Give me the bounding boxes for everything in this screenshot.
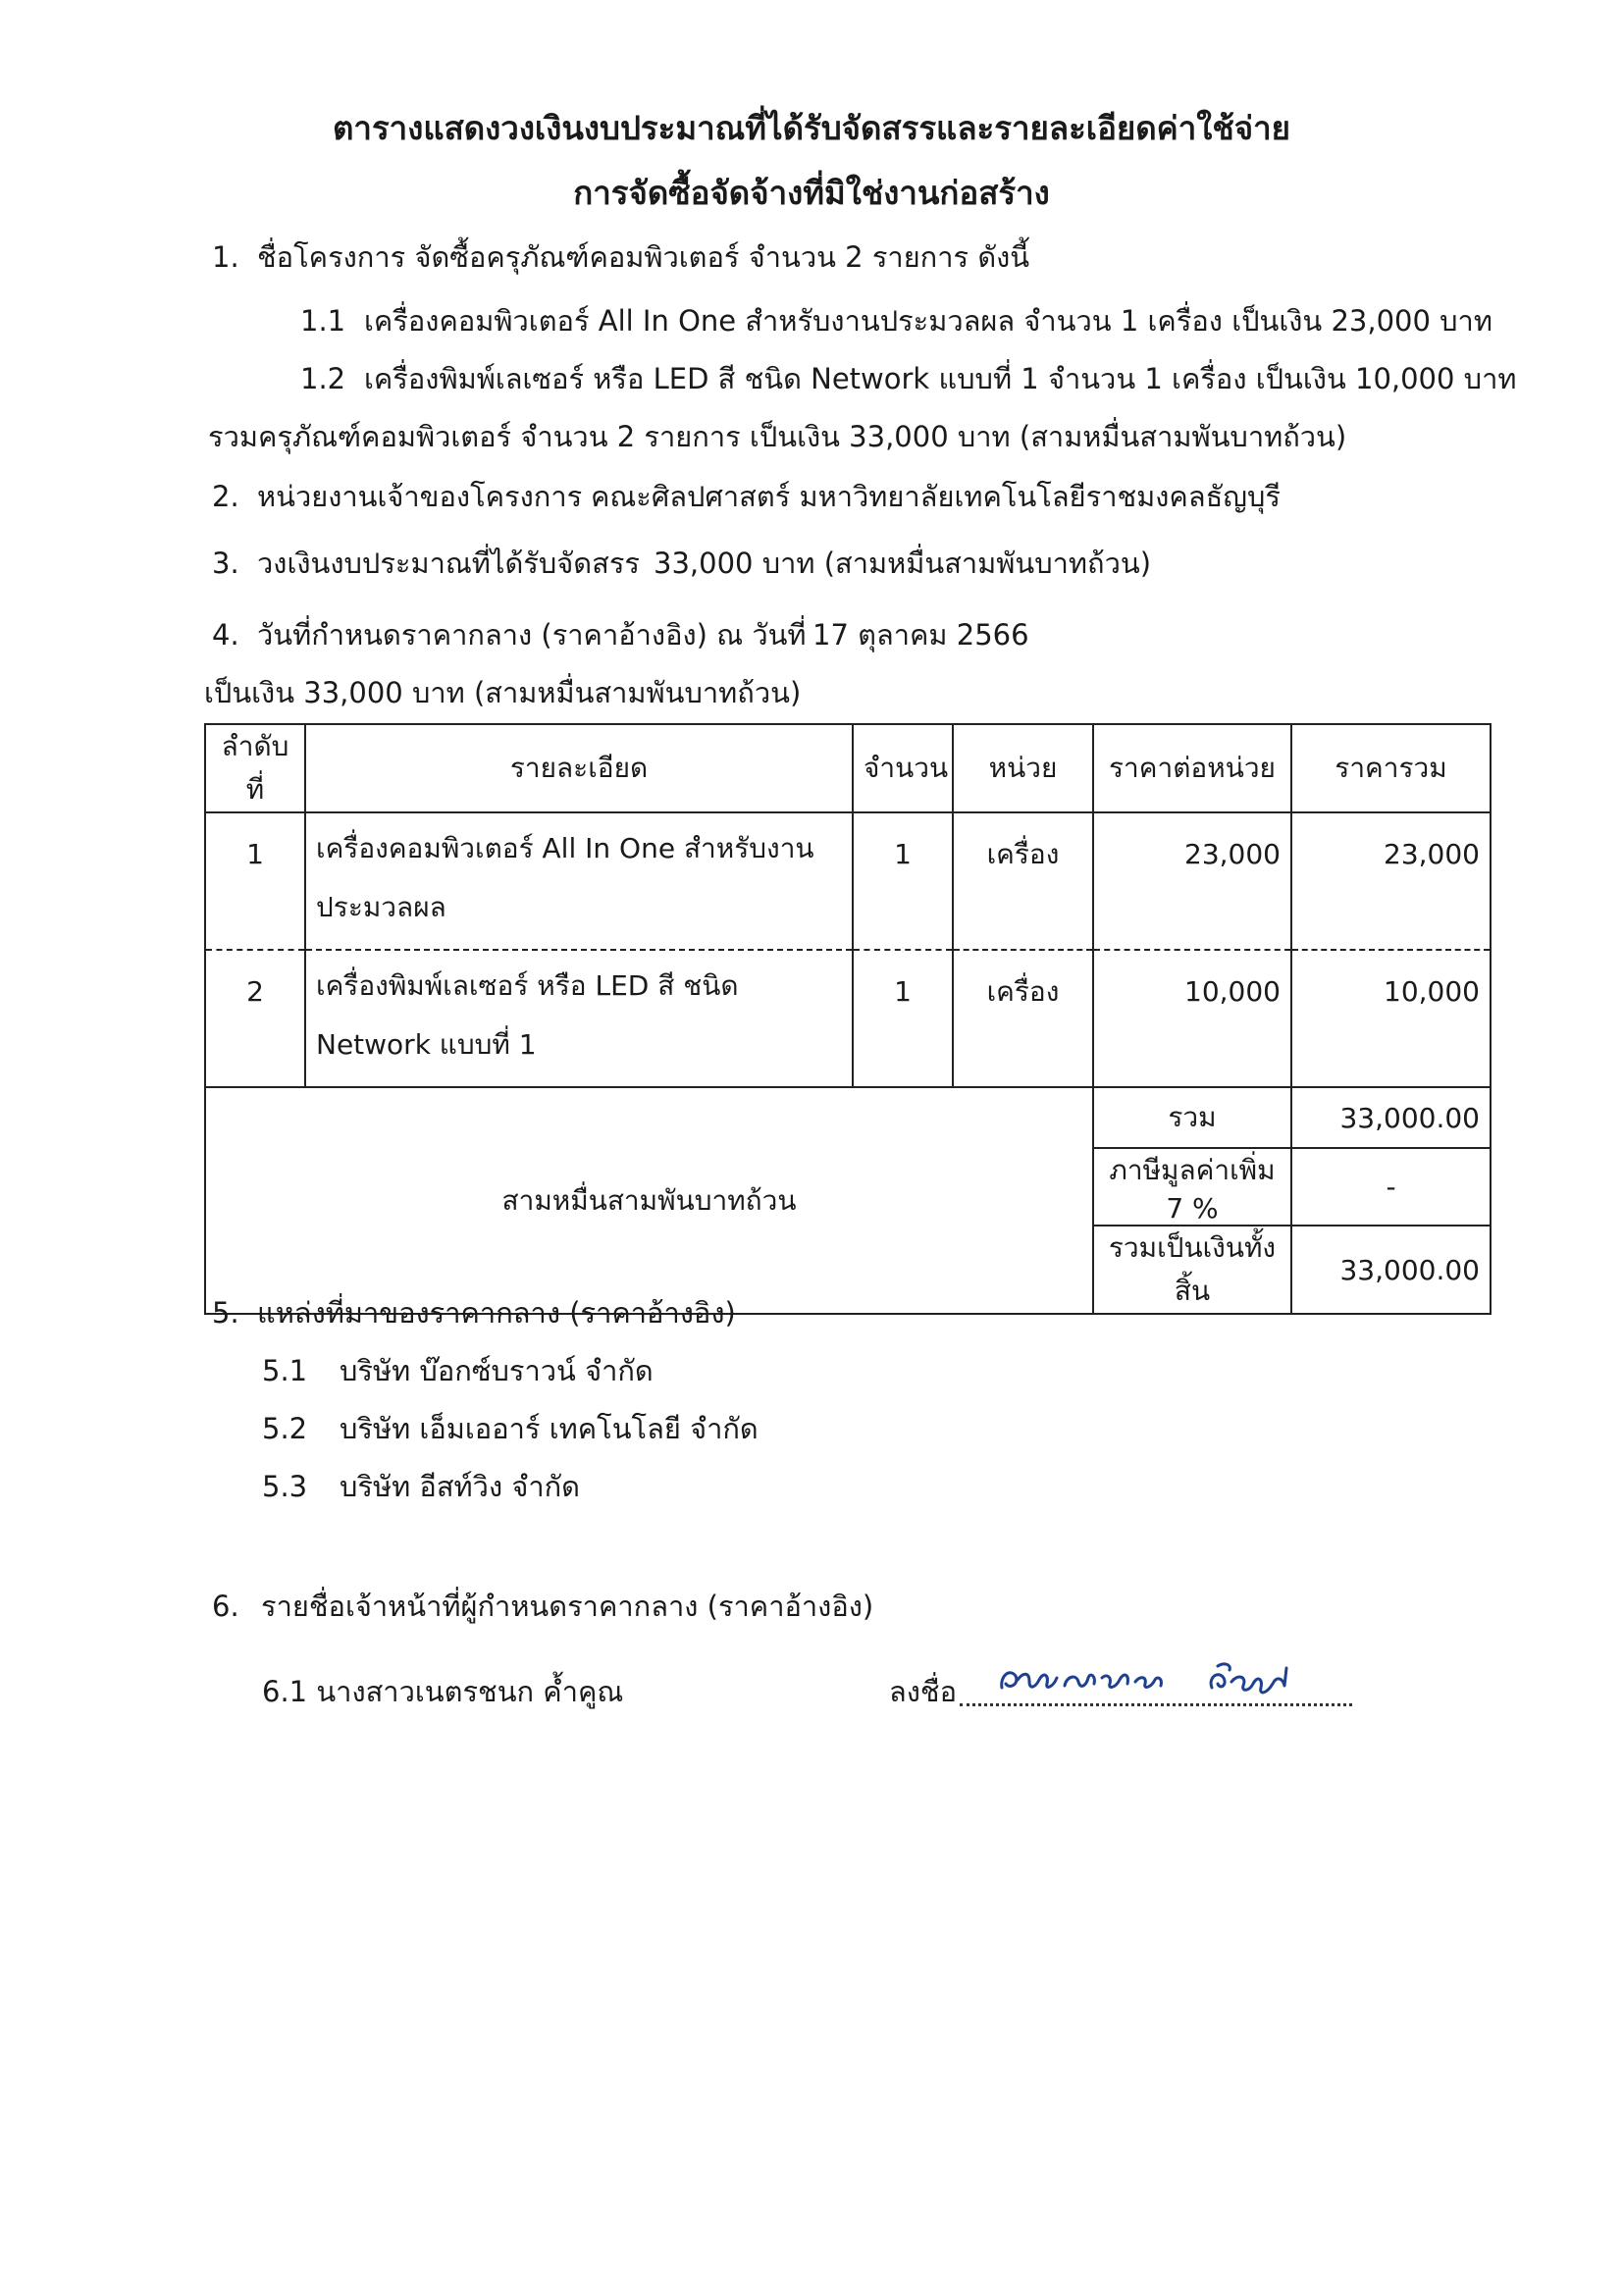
section4-amount-line: เป็นเงิน 33,000 บาท (สามหมื่นสามพันบาทถ้วน) <box>204 676 802 709</box>
handwritten-signature <box>996 1658 1320 1701</box>
grand-total-value: 33,000.00 <box>1291 1226 1491 1314</box>
sign-label: ลงชื่อ <box>889 1675 958 1708</box>
row-unit: เครื่อง <box>953 812 1093 950</box>
section6-text: รายชื่อเจ้าหน้าที่ผู้กำหนดราคากลาง (ราคาอ้างอิง) <box>261 1590 874 1623</box>
sum-row <box>205 1087 1491 1148</box>
row-description-line2: Network แบบที่ 1 <box>316 1028 537 1061</box>
header-total: ราคารวม <box>1291 724 1491 812</box>
row-unit: เครื่อง <box>953 950 1093 1087</box>
table-row <box>205 812 1491 950</box>
source-3-name: บริษัท อีสท์วิง จำกัด <box>340 1470 580 1503</box>
row-description <box>305 812 853 950</box>
header-unit: หน่วย <box>953 724 1093 812</box>
row-quantity: 1 <box>853 812 953 950</box>
section2-number: 2. <box>212 480 239 513</box>
price-table <box>204 723 1492 1315</box>
header-description: รายละเอียด <box>305 724 853 812</box>
officer-name: 6.1 นางสาวเนตรชนก ค้ำคูณ <box>262 1675 624 1708</box>
grand-total-label: รวมเป็นเงินทั้งสิ้น <box>1093 1226 1291 1314</box>
section3-label: วงเงินงบประมาณที่ได้รับจัดสรร <box>257 547 640 580</box>
section4-label: วันที่กำหนดราคากลาง (ราคาอ้างอิง) ณ วันที่ <box>257 618 807 652</box>
vat-label: ภาษีมูลค่าเพิ่ม 7 % <box>1093 1148 1291 1226</box>
row-description <box>305 950 853 1087</box>
row-description-line1: เครื่องคอมพิวเตอร์ All In One สำหรับงาน <box>316 832 814 864</box>
section3-number: 3. <box>212 547 239 580</box>
section1-number: 1. <box>212 240 239 274</box>
amount-in-words: สามหมื่นสามพันบาทถ้วน <box>205 1087 1093 1314</box>
header-quantity: จำนวน <box>853 724 953 812</box>
source-1-name: บริษัท บ๊อกซ์บราวน์ จำกัด <box>340 1354 654 1387</box>
table-row <box>205 950 1491 1087</box>
section6-number: 6. <box>212 1590 239 1623</box>
source-2-name: บริษัท เอ็มเออาร์ เทคโนโลยี จำกัด <box>340 1412 759 1445</box>
row-total: 10,000 <box>1291 950 1491 1087</box>
section1-item1-number: 1.1 <box>300 304 346 338</box>
row-unit-price: 23,000 <box>1093 812 1291 950</box>
section2-value: คณะศิลปศาสตร์ มหาวิทยาลัยเทคโนโลยีราชมงคลธัญบุรี <box>591 480 1281 513</box>
row-total: 23,000 <box>1291 812 1491 950</box>
row-description-line2: ประมวลผล <box>316 891 446 923</box>
row-order: 2 <box>205 950 305 1087</box>
row-description-line1: เครื่องพิมพ์เลเซอร์ หรือ LED สี ชนิด <box>316 969 739 1002</box>
source-2-number: 5.2 <box>262 1412 308 1445</box>
section4-date: 17 ตุลาคม 2566 <box>812 618 1029 652</box>
section1-text: ชื่อโครงการ จัดซื้อครุภัณฑ์คอมพิวเตอร์ จำนวน 2 รายการ ดังนี้ <box>257 240 1030 274</box>
document-subtitle: การจัดซื้อจัดจ้างที่มิใช่งานก่อสร้าง <box>573 174 1050 212</box>
row-order: 1 <box>205 812 305 950</box>
document-title: ตารางแสดงวงเงินงบประมาณที่ได้รับจัดสรรและรายละเอียดค่าใช้จ่าย <box>333 109 1290 147</box>
section5-text: แหล่งที่มาของราคากลาง (ราคาอ้างอิง) <box>257 1296 736 1330</box>
section1-item2-number: 1.2 <box>300 362 346 395</box>
table-header-row <box>205 724 1491 812</box>
row-quantity: 1 <box>853 950 953 1087</box>
header-order: ลำดับที่ <box>205 724 305 812</box>
sum-value: 33,000.00 <box>1291 1087 1491 1148</box>
section4-number: 4. <box>212 618 239 652</box>
signature-line <box>960 1703 1352 1706</box>
row-unit-price: 10,000 <box>1093 950 1291 1087</box>
section3-value: 33,000 บาท (สามหมื่นสามพันบาทถ้วน) <box>654 547 1152 580</box>
header-unit-price: ราคาต่อหน่วย <box>1093 724 1291 812</box>
section2-label: หน่วยงานเจ้าของโครงการ <box>257 480 583 513</box>
vat-value: - <box>1291 1148 1491 1226</box>
section5-number: 5. <box>212 1296 239 1330</box>
source-1-number: 5.1 <box>262 1354 308 1387</box>
section1-total-line: รวมครุภัณฑ์คอมพิวเตอร์ จำนวน 2 รายการ เป็นเงิน 33,000 บาท (สามหมื่นสามพันบาทถ้วน) <box>208 420 1347 453</box>
section1-item2-text: เครื่องพิมพ์เลเซอร์ หรือ LED สี ชนิด Network แบบที่ 1 จำนวน 1 เครื่อง เป็นเงิน 10,000 บาท <box>364 362 1517 395</box>
source-3-number: 5.3 <box>262 1470 308 1503</box>
section1-item1-text: เครื่องคอมพิวเตอร์ All In One สำหรับงานประมวลผล จำนวน 1 เครื่อง เป็นเงิน 23,000 บาท <box>364 304 1492 338</box>
sum-label: รวม <box>1093 1087 1291 1148</box>
